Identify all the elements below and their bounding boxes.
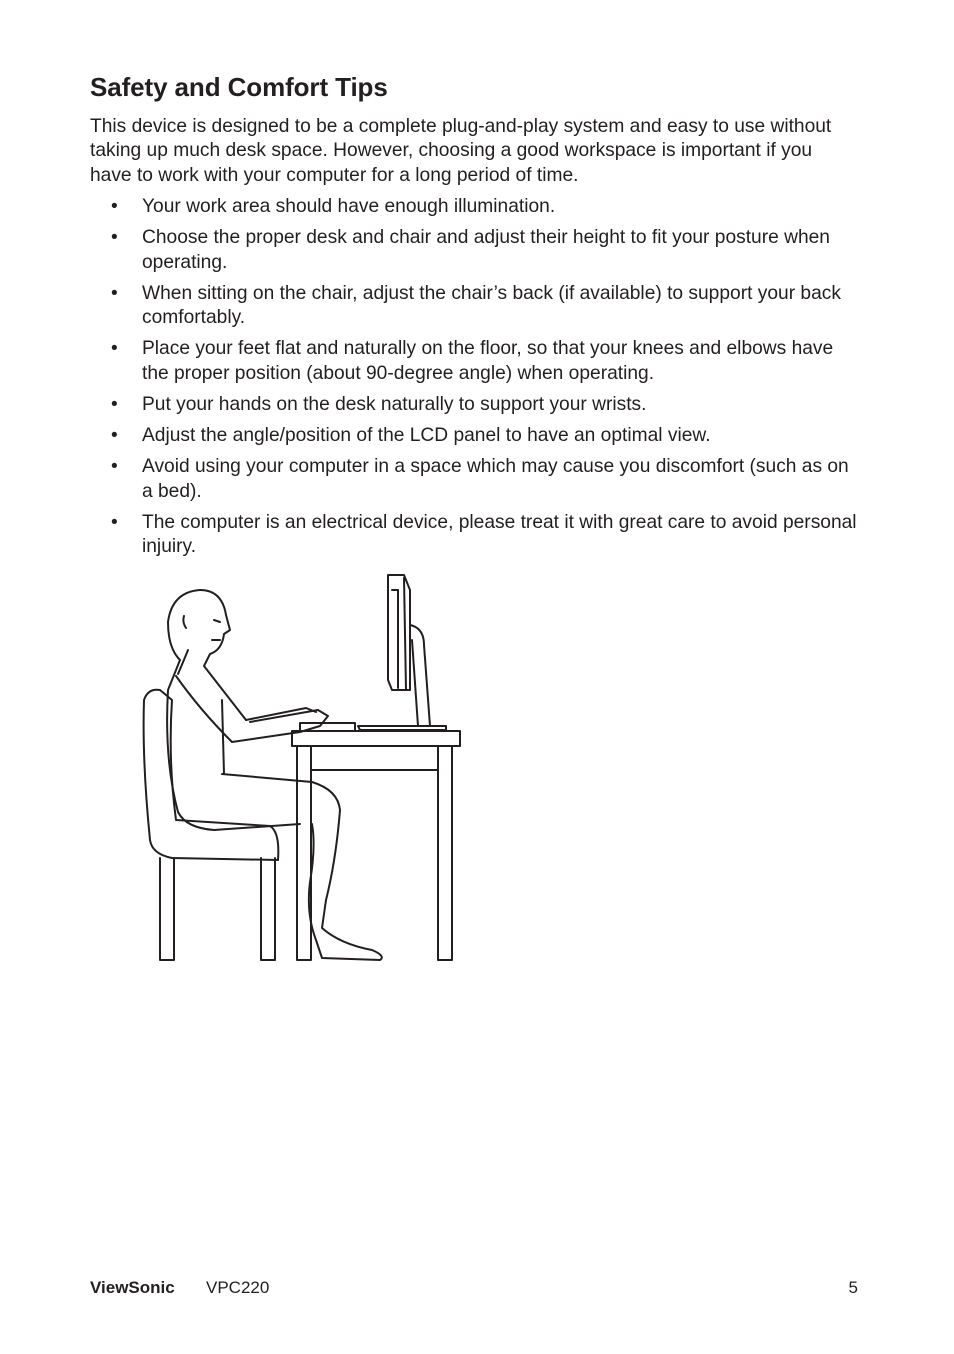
tip-item (90, 393, 860, 417)
bullet-icon: • (111, 512, 118, 534)
tip-item (90, 195, 860, 219)
desk-icon (292, 723, 460, 960)
bullet-icon: • (111, 227, 118, 249)
bullet-icon: • (111, 394, 118, 416)
tip-text: Choose the proper desk and chair and adjust their height to fit your posture when operating. (142, 227, 830, 273)
chair-icon (144, 690, 279, 960)
tip-text: Avoid using your computer in a space which may cause you discomfort (such as on a bed). (142, 456, 849, 502)
tip-item (90, 337, 860, 386)
tip-text: Place your feet flat and naturally on the floor, so that your knees and elbows have the proper position (about 90-degree angle) when operating. (142, 338, 834, 384)
tip-text: When sitting on the chair, adjust the chair’s back (if available) to support your back comfortably. (142, 282, 841, 329)
page-title: Safety and Comfort Tips (90, 72, 388, 102)
page-number: 5 (848, 1278, 858, 1297)
bullet-icon: • (111, 338, 118, 360)
intro-paragraph: This device is designed to be a complete plug-and-play system and easy to use without taking up much desk space. However, choosing a good workspace is important if you have to work with your computer for a long period of time. (90, 116, 832, 186)
tip-item (90, 511, 860, 560)
bullet-icon: • (111, 456, 118, 478)
ergonomic-posture-illustration (135, 568, 470, 968)
footer-brand: ViewSonic (90, 1278, 175, 1297)
tip-text: Your work area should have enough illumination. (142, 196, 556, 217)
tips-list (90, 195, 860, 567)
bullet-icon: • (111, 282, 118, 304)
bullet-icon: • (111, 196, 118, 217)
bullet-icon: • (111, 425, 118, 447)
tip-text: Put your hands on the desk naturally to support your wrists. (142, 394, 647, 416)
footer-model: VPC220 (206, 1278, 270, 1297)
tip-text: The computer is an electrical device, please treat it with great care to avoid personal injuiry. (142, 512, 857, 558)
tip-text: Adjust the angle/position of the LCD panel to have an optimal view. (142, 425, 711, 447)
tip-item (90, 282, 860, 331)
monitor-icon (358, 575, 446, 730)
tip-item (90, 226, 860, 275)
tip-item (90, 455, 860, 504)
tip-item (90, 424, 860, 448)
